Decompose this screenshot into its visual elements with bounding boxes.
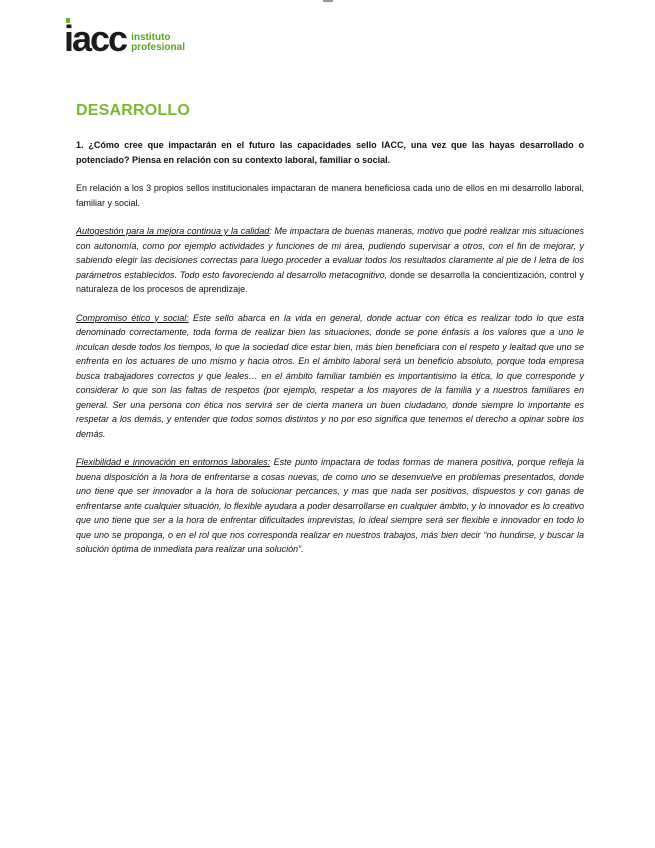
- logo-line-2: profesional: [131, 42, 185, 53]
- logo-mark: iacc: [64, 18, 127, 59]
- section-body-plain: donde se desarrolla la concientización, control y naturaleza de los procesos de aprendizaje.: [76, 269, 584, 294]
- page-top-mark: [323, 0, 333, 2]
- section-title: Autogestión para la mejora continua y la calidad: [76, 226, 270, 236]
- iacc-logo: [64, 18, 185, 59]
- section-paragraph-autogestion: [76, 224, 584, 297]
- section-title: Flexibilidad e innovación en entornos laborales:: [76, 457, 271, 467]
- logo-subtitle: [131, 33, 185, 54]
- section-body-italic: Este sello abarca en la vida en general, donde actuar con ética es realizar todo lo que esta denominado correctamente, toda forma de realizar bien las situaciones, donde se pone énfasis a los valores que a uno le inculcan desde todos los tiempos, lo que la sociedad dice estar bien, más bien beneficiara con el respeto y lealtad que uno se enfrenta en los actuares de uno mismo y hacia otros. En el ámbito laboral será un beneficio absoluto, porque toda empresa busca trabajadores correctos y que leales… en el ámbito familiar también es importantisimo la ética, lo que corresponde y considerar lo que son las faltas de respetos (por ejemplo, respetar a los mayores de la familia y a nuestros familiares en general. Ser una persona con ética nos servirá ser de cierta manera un buen ciudadano, donde siempre lo importante es respetar a los demás, y entender que todos somos distintos y no por eso significa que tenemos el derecho a opinar sobre los demás.: [76, 312, 584, 439]
- logo-line-1: instituto: [131, 32, 171, 43]
- section-paragraph-compromiso: [76, 311, 584, 442]
- section-paragraph-flexibilidad: [76, 455, 584, 557]
- section-body-italic: : Me impactara de buenas maneras, motivo que podré realizar mis situaciones con autonomía, como por ejemplo actividades y funciones de mi área, pudiendo supervisar a otros, con el fin de mejorar, y sabiendo elegir las decisiones correctas para luego proceder a evaluar todos los resultados claramente al pie de l letra de los parámetros establecidos. Todo esto favoreciendo al desarrollo metacognitivo,: [76, 226, 584, 280]
- section-title: Compromiso ético y social:: [76, 312, 189, 323]
- question-text: 1. ¿Cómo cree que impactarán en el futuro las capacidades sello IACC, una vez que las hayas desarrollado o potenciado? Piensa en relación con su contexto laboral, familiar o social.: [76, 140, 584, 165]
- section-heading: DESARROLLO: [76, 102, 190, 119]
- document-body: [76, 138, 584, 571]
- section-body-italic: Este punto impactara de todas formas de manera positiva, porque refleja la buena disposición a la hora de enfrentarse a cosas nuevas, de como uno se desenvuelve en problemas presentados, donde uno tiene que ser innovador a la hora de solucionar percances, y mas que nada ser positivos, dispuestos y con ganas de enfrentarse ante cualquier situación, lo flexible ayudara a poder desarrollarse en cualquier ámbito, y lo innovador es lo creativo que uno tiene que ser a la hora de enfrentar dificultades imprevistas, lo ideal siempre será ser flexible e innovador en todo lo que uno se proponga, o en el rol que nos corresponda realizar en nuestros trabajos, más bien decir “no hundirse, y buscar la solución óptima de inmediata para realizar una solución”.: [76, 457, 585, 554]
- intro-paragraph: En relación a los 3 propios sellos institucionales impactaran de manera beneficiosa cada uno de ellos en mi desarrollo laboral, familiar y social.: [76, 183, 584, 208]
